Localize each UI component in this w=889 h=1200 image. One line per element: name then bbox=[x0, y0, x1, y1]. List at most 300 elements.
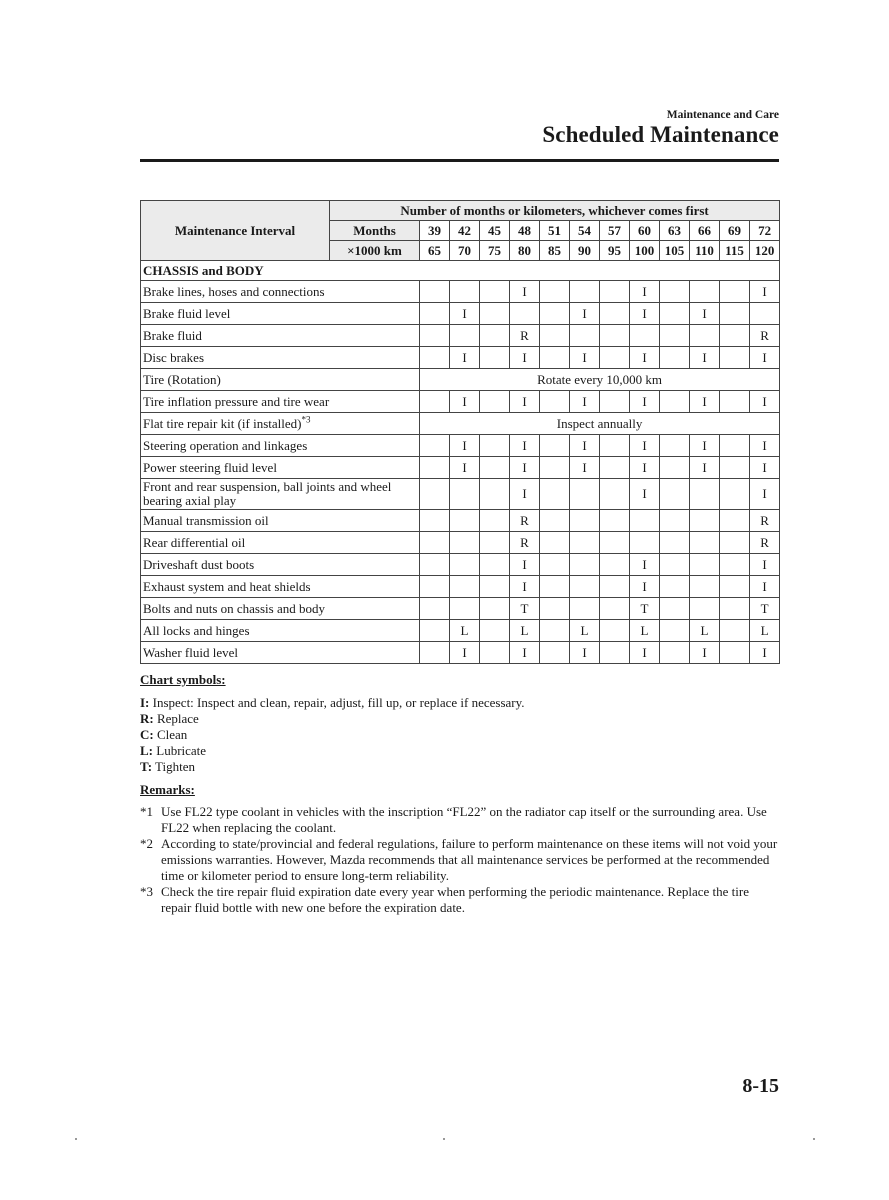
symbol-key: T: bbox=[140, 759, 153, 774]
symbol-item bbox=[140, 711, 780, 727]
schedule-mark: I bbox=[750, 435, 780, 457]
remark-item bbox=[140, 836, 780, 884]
schedule-mark: I bbox=[690, 435, 720, 457]
schedule-mark bbox=[750, 303, 780, 325]
schedule-mark bbox=[600, 598, 630, 620]
section-label: Maintenance and Care bbox=[666, 109, 779, 121]
item-label bbox=[141, 303, 420, 325]
schedule-mark bbox=[630, 325, 660, 347]
symbol-item bbox=[140, 727, 780, 743]
item-label bbox=[141, 598, 420, 620]
table-row bbox=[141, 642, 780, 664]
schedule-mark bbox=[630, 532, 660, 554]
chart-symbols-heading: Chart symbols: bbox=[140, 672, 226, 687]
schedule-mark bbox=[420, 303, 450, 325]
schedule-mark bbox=[720, 435, 750, 457]
schedule-mark bbox=[660, 554, 690, 576]
schedule-mark: I bbox=[450, 642, 480, 664]
schedule-mark bbox=[690, 510, 720, 532]
schedule-mark: I bbox=[690, 457, 720, 479]
schedule-mark: I bbox=[630, 303, 660, 325]
schedule-mark: I bbox=[750, 281, 780, 303]
schedule-mark: I bbox=[570, 642, 600, 664]
item-label bbox=[141, 281, 420, 303]
schedule-mark: I bbox=[630, 435, 660, 457]
schedule-mark bbox=[600, 457, 630, 479]
schedule-mark bbox=[720, 325, 750, 347]
schedule-mark: I bbox=[750, 642, 780, 664]
symbol-text: Clean bbox=[153, 727, 188, 742]
months-label: Months bbox=[330, 221, 420, 241]
schedule-mark: I bbox=[510, 554, 540, 576]
schedule-mark: R bbox=[510, 510, 540, 532]
schedule-mark: I bbox=[510, 576, 540, 598]
month-cell: 45 bbox=[480, 221, 510, 241]
schedule-mark bbox=[450, 479, 480, 510]
schedule-mark bbox=[480, 479, 510, 510]
schedule-mark bbox=[570, 532, 600, 554]
item-label-text: All locks and hinges bbox=[143, 622, 250, 638]
schedule-mark bbox=[540, 347, 570, 369]
schedule-mark: I bbox=[510, 479, 540, 510]
remark-text: According to state/provincial and federal regulations, failure to perform maintenance on these items will not void your emissions warranties. However, Mazda recommends that all maintenance services be performed at the recommended time or kilometer period to ensure long-term reliability. bbox=[161, 836, 778, 883]
schedule-mark: I bbox=[510, 347, 540, 369]
table-row bbox=[141, 532, 780, 554]
schedule-mark: I bbox=[510, 642, 540, 664]
schedule-mark bbox=[570, 281, 600, 303]
schedule-mark: I bbox=[450, 347, 480, 369]
schedule-mark bbox=[480, 642, 510, 664]
schedule-mark bbox=[480, 457, 510, 479]
schedule-mark: I bbox=[630, 347, 660, 369]
schedule-mark bbox=[600, 325, 630, 347]
item-label-text: Flat tire repair kit (if installed) bbox=[143, 415, 302, 431]
schedule-mark bbox=[600, 347, 630, 369]
km-cell: 80 bbox=[510, 241, 540, 261]
schedule-mark: I bbox=[570, 457, 600, 479]
schedule-mark bbox=[690, 598, 720, 620]
table-row bbox=[141, 457, 780, 479]
schedule-mark bbox=[420, 391, 450, 413]
schedule-mark: I bbox=[630, 457, 660, 479]
schedule-mark bbox=[420, 554, 450, 576]
page-number: 8-15 bbox=[742, 1075, 779, 1097]
schedule-mark bbox=[480, 598, 510, 620]
schedule-mark bbox=[600, 642, 630, 664]
month-cell: 42 bbox=[450, 221, 480, 241]
schedule-mark: R bbox=[750, 325, 780, 347]
schedule-mark bbox=[720, 391, 750, 413]
month-cell: 51 bbox=[540, 221, 570, 241]
schedule-mark: I bbox=[690, 303, 720, 325]
schedule-mark bbox=[690, 325, 720, 347]
symbol-text: Replace bbox=[153, 711, 199, 726]
schedule-mark bbox=[480, 435, 510, 457]
schedule-mark bbox=[720, 642, 750, 664]
schedule-mark bbox=[600, 554, 630, 576]
schedule-mark bbox=[660, 391, 690, 413]
chart-symbols-list bbox=[140, 695, 780, 775]
schedule-mark bbox=[660, 598, 690, 620]
schedule-mark: I bbox=[510, 391, 540, 413]
schedule-mark bbox=[480, 347, 510, 369]
print-mark bbox=[75, 1138, 77, 1140]
schedule-mark bbox=[510, 303, 540, 325]
schedule-mark: I bbox=[750, 347, 780, 369]
item-label-text: Front and rear suspension, ball joints and wheel bearing axial play bbox=[143, 479, 392, 508]
schedule-mark bbox=[570, 554, 600, 576]
table-row bbox=[141, 391, 780, 413]
symbol-item bbox=[140, 743, 780, 759]
schedule-mark bbox=[660, 347, 690, 369]
schedule-mark: R bbox=[750, 510, 780, 532]
item-label-text: Tire (Rotation) bbox=[143, 371, 221, 387]
symbol-key: R: bbox=[140, 711, 154, 726]
schedule-mark bbox=[570, 325, 600, 347]
schedule-mark bbox=[570, 479, 600, 510]
schedule-mark bbox=[540, 303, 570, 325]
item-label-text: Steering operation and linkages bbox=[143, 437, 308, 453]
schedule-mark bbox=[600, 303, 630, 325]
symbol-key: L: bbox=[140, 743, 153, 758]
km-cell: 85 bbox=[540, 241, 570, 261]
schedule-mark bbox=[540, 510, 570, 532]
schedule-mark bbox=[660, 325, 690, 347]
schedule-mark bbox=[600, 576, 630, 598]
schedule-mark: I bbox=[750, 457, 780, 479]
table-row bbox=[141, 369, 780, 391]
schedule-mark: I bbox=[510, 435, 540, 457]
month-cell: 39 bbox=[420, 221, 450, 241]
km-cell: 105 bbox=[660, 241, 690, 261]
schedule-mark bbox=[720, 347, 750, 369]
table-row bbox=[141, 479, 780, 510]
symbol-text: Lubricate bbox=[153, 743, 207, 758]
item-label-text: Rear differential oil bbox=[143, 534, 246, 550]
maintenance-table bbox=[140, 200, 780, 664]
schedule-mark bbox=[660, 435, 690, 457]
km-cell: 110 bbox=[690, 241, 720, 261]
item-label bbox=[141, 413, 420, 435]
table-row bbox=[141, 510, 780, 532]
schedule-mark: I bbox=[630, 391, 660, 413]
remark-number: *2 bbox=[140, 836, 153, 851]
item-label bbox=[141, 457, 420, 479]
schedule-mark bbox=[720, 479, 750, 510]
schedule-mark bbox=[720, 620, 750, 642]
item-label bbox=[141, 642, 420, 664]
schedule-mark: L bbox=[570, 620, 600, 642]
schedule-mark bbox=[420, 281, 450, 303]
remark-text: Use FL22 type coolant in vehicles with the inscription “FL22” on the radiator cap itself or the surrounding area. Use FL22 when replacing the coolant. bbox=[161, 804, 767, 835]
schedule-mark bbox=[420, 435, 450, 457]
schedule-mark: T bbox=[750, 598, 780, 620]
remark-ref: *3 bbox=[301, 414, 311, 425]
km-cell: 65 bbox=[420, 241, 450, 261]
schedule-mark: I bbox=[630, 281, 660, 303]
schedule-note: Inspect annually bbox=[420, 413, 780, 435]
schedule-mark bbox=[720, 532, 750, 554]
schedule-mark bbox=[600, 391, 630, 413]
schedule-mark bbox=[660, 457, 690, 479]
item-label-text: Power steering fluid level bbox=[143, 459, 277, 475]
item-label-text: Bolts and nuts on chassis and body bbox=[143, 600, 325, 616]
km-cell: 90 bbox=[570, 241, 600, 261]
item-label-text: Disc brakes bbox=[143, 349, 205, 365]
schedule-mark bbox=[600, 281, 630, 303]
schedule-mark bbox=[660, 532, 690, 554]
item-label bbox=[141, 435, 420, 457]
schedule-mark: L bbox=[630, 620, 660, 642]
schedule-mark bbox=[690, 554, 720, 576]
schedule-mark bbox=[690, 479, 720, 510]
schedule-mark: I bbox=[750, 391, 780, 413]
symbol-text: Inspect: Inspect and clean, repair, adjust, fill up, or replace if necessary. bbox=[149, 695, 525, 710]
item-label-text: Driveshaft dust boots bbox=[143, 556, 255, 572]
schedule-mark bbox=[420, 479, 450, 510]
km-cell: 120 bbox=[750, 241, 780, 261]
schedule-mark bbox=[690, 532, 720, 554]
table-row bbox=[141, 325, 780, 347]
km-cell: 100 bbox=[630, 241, 660, 261]
schedule-mark bbox=[600, 479, 630, 510]
schedule-mark bbox=[420, 598, 450, 620]
symbol-key: C: bbox=[140, 727, 154, 742]
schedule-mark bbox=[690, 576, 720, 598]
table-row bbox=[141, 598, 780, 620]
item-label bbox=[141, 479, 420, 510]
table-row bbox=[141, 554, 780, 576]
title-rule bbox=[140, 159, 779, 162]
interval-caption: Number of months or kilometers, whichever comes first bbox=[330, 201, 780, 221]
notes bbox=[140, 672, 780, 916]
remarks-heading: Remarks: bbox=[140, 782, 195, 797]
table-row bbox=[141, 347, 780, 369]
schedule-mark bbox=[540, 554, 570, 576]
month-cell: 48 bbox=[510, 221, 540, 241]
schedule-mark: R bbox=[750, 532, 780, 554]
schedule-mark bbox=[540, 598, 570, 620]
schedule-mark: R bbox=[510, 532, 540, 554]
schedule-mark bbox=[450, 576, 480, 598]
schedule-mark bbox=[420, 510, 450, 532]
schedule-mark bbox=[600, 510, 630, 532]
item-label bbox=[141, 620, 420, 642]
schedule-mark bbox=[480, 532, 510, 554]
schedule-mark: I bbox=[570, 391, 600, 413]
item-label-text: Washer fluid level bbox=[143, 644, 238, 660]
item-label bbox=[141, 576, 420, 598]
schedule-mark bbox=[450, 281, 480, 303]
schedule-mark: I bbox=[630, 554, 660, 576]
schedule-mark bbox=[660, 510, 690, 532]
month-cell: 63 bbox=[660, 221, 690, 241]
remark-item bbox=[140, 804, 780, 836]
schedule-mark bbox=[570, 598, 600, 620]
month-cell: 72 bbox=[750, 221, 780, 241]
remarks-list bbox=[140, 804, 780, 916]
symbol-item bbox=[140, 695, 780, 711]
schedule-mark: I bbox=[570, 347, 600, 369]
item-label bbox=[141, 369, 420, 391]
km-cell: 70 bbox=[450, 241, 480, 261]
item-label bbox=[141, 532, 420, 554]
schedule-mark bbox=[540, 479, 570, 510]
schedule-mark: I bbox=[630, 479, 660, 510]
schedule-mark bbox=[660, 281, 690, 303]
schedule-mark: I bbox=[570, 303, 600, 325]
schedule-mark bbox=[540, 391, 570, 413]
schedule-mark: I bbox=[450, 303, 480, 325]
schedule-mark bbox=[660, 576, 690, 598]
schedule-mark: I bbox=[630, 576, 660, 598]
km-label: ×1000 km bbox=[330, 241, 420, 261]
schedule-mark: T bbox=[510, 598, 540, 620]
schedule-mark: I bbox=[450, 391, 480, 413]
schedule-mark bbox=[420, 642, 450, 664]
schedule-mark bbox=[540, 576, 570, 598]
schedule-mark bbox=[420, 325, 450, 347]
schedule-mark bbox=[450, 598, 480, 620]
schedule-mark: I bbox=[750, 576, 780, 598]
schedule-mark bbox=[720, 303, 750, 325]
schedule-mark bbox=[480, 281, 510, 303]
remark-number: *3 bbox=[140, 884, 153, 899]
schedule-mark bbox=[480, 391, 510, 413]
schedule-mark: L bbox=[450, 620, 480, 642]
schedule-mark bbox=[540, 532, 570, 554]
item-label-text: Exhaust system and heat shields bbox=[143, 578, 311, 594]
print-mark bbox=[443, 1138, 445, 1140]
table-row bbox=[141, 281, 780, 303]
table-row bbox=[141, 620, 780, 642]
item-label-text: Brake fluid level bbox=[143, 305, 231, 321]
schedule-mark: L bbox=[510, 620, 540, 642]
schedule-mark bbox=[480, 303, 510, 325]
schedule-mark bbox=[480, 620, 510, 642]
schedule-mark: I bbox=[510, 281, 540, 303]
km-cell: 75 bbox=[480, 241, 510, 261]
schedule-mark bbox=[630, 510, 660, 532]
schedule-mark bbox=[690, 281, 720, 303]
schedule-mark bbox=[450, 510, 480, 532]
schedule-mark bbox=[570, 576, 600, 598]
schedule-mark bbox=[540, 642, 570, 664]
schedule-mark: I bbox=[750, 479, 780, 510]
schedule-mark bbox=[540, 457, 570, 479]
schedule-mark: I bbox=[690, 347, 720, 369]
schedule-mark bbox=[720, 576, 750, 598]
item-label bbox=[141, 391, 420, 413]
km-cell: 95 bbox=[600, 241, 630, 261]
month-cell: 66 bbox=[690, 221, 720, 241]
schedule-mark bbox=[660, 642, 690, 664]
schedule-mark bbox=[570, 510, 600, 532]
table-row bbox=[141, 303, 780, 325]
schedule-mark: I bbox=[570, 435, 600, 457]
schedule-mark bbox=[450, 532, 480, 554]
schedule-mark: I bbox=[750, 554, 780, 576]
symbol-item bbox=[140, 759, 780, 775]
schedule-mark bbox=[720, 598, 750, 620]
item-label-text: Tire inflation pressure and tire wear bbox=[143, 393, 330, 409]
section-title: CHASSIS and BODY bbox=[141, 261, 780, 281]
item-label bbox=[141, 325, 420, 347]
schedule-mark bbox=[420, 576, 450, 598]
page-title: Scheduled Maintenance bbox=[542, 122, 779, 147]
print-mark bbox=[813, 1138, 815, 1140]
schedule-mark: L bbox=[690, 620, 720, 642]
table-row bbox=[141, 413, 780, 435]
schedule-mark bbox=[420, 347, 450, 369]
km-cell: 115 bbox=[720, 241, 750, 261]
schedule-mark bbox=[480, 554, 510, 576]
remark-item bbox=[140, 884, 780, 916]
remark-number: *1 bbox=[140, 804, 153, 819]
schedule-mark bbox=[720, 281, 750, 303]
table-row bbox=[141, 435, 780, 457]
schedule-mark: I bbox=[450, 457, 480, 479]
schedule-note: Rotate every 10,000 km bbox=[420, 369, 780, 391]
symbol-key: I: bbox=[140, 695, 150, 710]
schedule-mark bbox=[660, 479, 690, 510]
schedule-mark bbox=[540, 325, 570, 347]
schedule-mark: I bbox=[690, 391, 720, 413]
schedule-mark bbox=[420, 457, 450, 479]
schedule-mark bbox=[480, 510, 510, 532]
item-label-text: Brake fluid bbox=[143, 327, 202, 343]
schedule-mark: I bbox=[630, 642, 660, 664]
schedule-mark bbox=[450, 554, 480, 576]
table-row bbox=[141, 576, 780, 598]
item-label bbox=[141, 554, 420, 576]
schedule-mark bbox=[720, 457, 750, 479]
interval-header: Maintenance Interval bbox=[141, 201, 330, 261]
month-cell: 60 bbox=[630, 221, 660, 241]
schedule-mark bbox=[600, 435, 630, 457]
schedule-mark bbox=[660, 303, 690, 325]
schedule-mark: R bbox=[510, 325, 540, 347]
schedule-mark: I bbox=[690, 642, 720, 664]
item-label bbox=[141, 510, 420, 532]
month-cell: 57 bbox=[600, 221, 630, 241]
remark-text: Check the tire repair fluid expiration date every year when performing the periodic maintenance. Replace the tire repair fluid bottle with new one before the expiration date. bbox=[161, 884, 749, 915]
month-cell: 69 bbox=[720, 221, 750, 241]
schedule-mark bbox=[660, 620, 690, 642]
month-cell: 54 bbox=[570, 221, 600, 241]
schedule-mark bbox=[540, 435, 570, 457]
item-label-text: Manual transmission oil bbox=[143, 512, 269, 528]
schedule-mark bbox=[420, 532, 450, 554]
schedule-mark: L bbox=[750, 620, 780, 642]
schedule-mark bbox=[720, 554, 750, 576]
schedule-mark: T bbox=[630, 598, 660, 620]
item-label-text: Brake lines, hoses and connections bbox=[143, 283, 325, 299]
schedule-mark bbox=[720, 510, 750, 532]
schedule-mark bbox=[480, 576, 510, 598]
schedule-mark bbox=[600, 620, 630, 642]
schedule-mark bbox=[420, 620, 450, 642]
schedule-mark: I bbox=[510, 457, 540, 479]
item-label bbox=[141, 347, 420, 369]
schedule-mark bbox=[600, 532, 630, 554]
schedule-mark bbox=[540, 620, 570, 642]
schedule-mark bbox=[480, 325, 510, 347]
schedule-mark bbox=[450, 325, 480, 347]
symbol-text: Tighten bbox=[152, 759, 196, 774]
schedule-mark bbox=[540, 281, 570, 303]
schedule-mark: I bbox=[450, 435, 480, 457]
